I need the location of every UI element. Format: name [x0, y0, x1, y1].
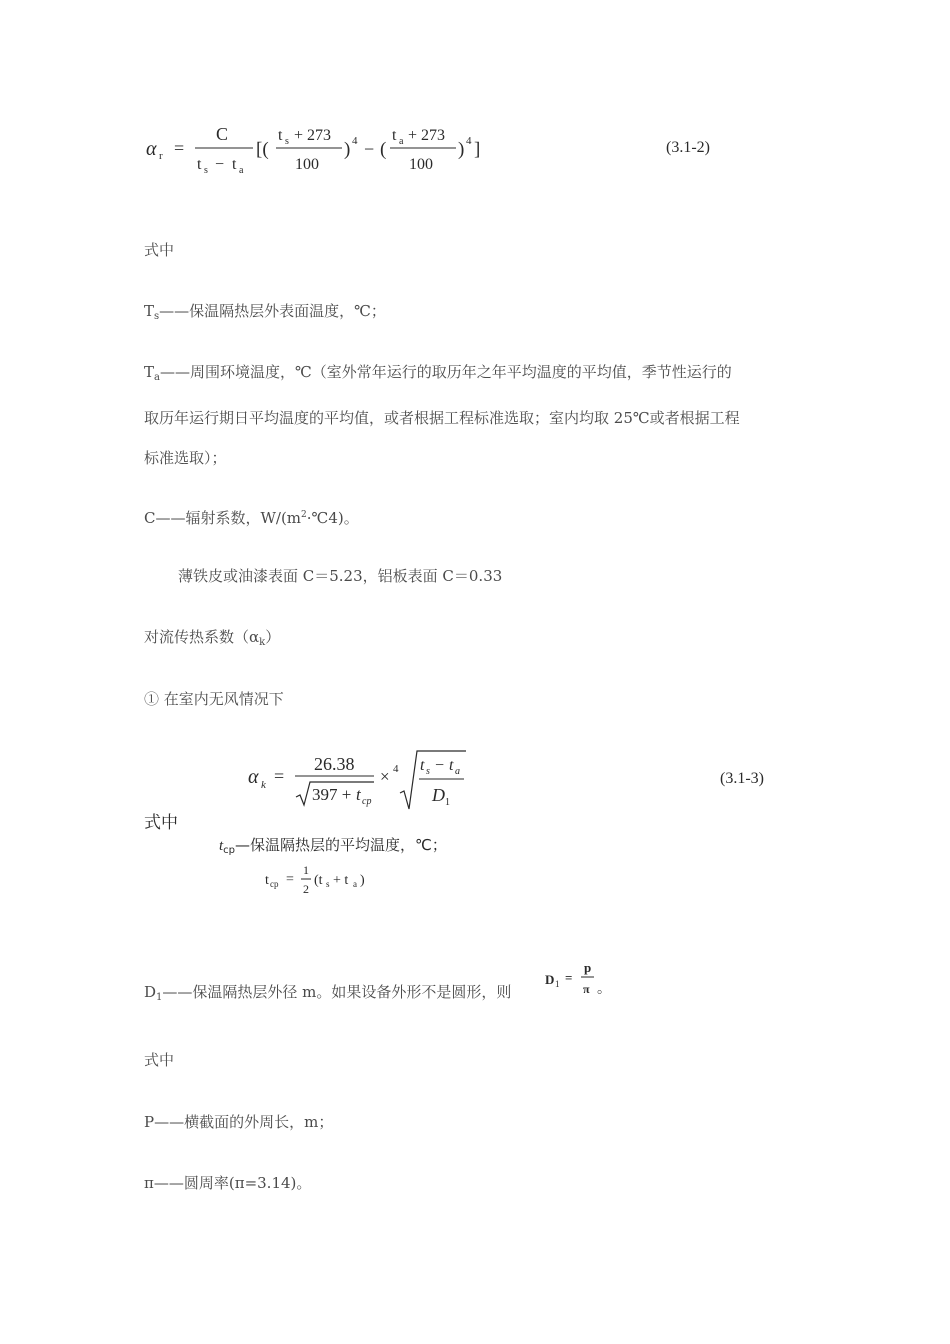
def-p: P——横截面的外周长，m； [144, 1113, 334, 1131]
f1-den-t1: t [197, 156, 202, 173]
tcp-equals: = [286, 872, 294, 887]
where-label-img: 式中 [144, 813, 178, 833]
f2-rad-den-sub: 1 [445, 797, 450, 808]
tcp-formula [263, 860, 403, 900]
tcp-def: $t_{cp}—$保温隔热层的平均温度，℃； [219, 836, 447, 856]
f1-eq-number: (3.1-2) [666, 139, 710, 156]
tcp-lhs-sub: cp [270, 879, 279, 889]
c-values: 薄铁皮或油漆表面 C＝5.23，铝板表面 C＝0.33 [178, 567, 503, 585]
where-label-1: 式中 [144, 241, 175, 259]
def-ta-line2: 取历年运行期日平均温度的平均值，或者根据工程标准选取；室内均取 25℃或者根据工程 [144, 409, 740, 427]
f1-term2-den: 100 [409, 156, 433, 173]
formula-3-1-2 [140, 118, 740, 182]
f1-exp1: 4 [352, 135, 358, 147]
f1-den-sub1: s [204, 165, 208, 176]
f2-equals: = [274, 766, 285, 786]
def-ts [144, 301, 386, 327]
case-1: ① 在室内无风情况下 [144, 690, 284, 708]
tcp-sub-s: s [326, 879, 330, 889]
f2-times: × [380, 767, 390, 786]
convection-title: 对流传热系数$(\alpha_k)$ [144, 628, 281, 648]
tcp-lhs: t [265, 873, 269, 888]
f2-rad-minus: − [435, 757, 445, 774]
f2-den-t: t [356, 785, 361, 804]
f1-term2-plus: + 273 [408, 127, 446, 144]
f1-term1-close: ) [344, 139, 351, 160]
f1-paren-open: ( [380, 139, 387, 160]
where-label-2: 式中 [144, 1051, 175, 1069]
f2-rad-t2: t [449, 757, 454, 774]
f1-lhs-sub: r [159, 150, 163, 162]
f1-den-sub2: a [239, 165, 244, 176]
f2-numerator: 26.38 [314, 754, 355, 774]
d1f-lhs-sub: 1 [555, 979, 560, 989]
d1f-end: 。 [597, 982, 611, 997]
f2-root-index: 4 [393, 763, 399, 775]
d1f-lhs: D [545, 972, 555, 987]
f1-term1-plus: + 273 [294, 127, 332, 144]
f2-rad-t1: t [420, 757, 425, 774]
def-ta-line3: 标准选取）； [144, 449, 227, 467]
f1-minus: − [364, 139, 375, 159]
f1-term2-close: ) [458, 139, 465, 160]
f2-den-t-sub: cp [362, 796, 372, 807]
f2-den-a: 397 + [312, 785, 352, 804]
tcp-open: (t [314, 873, 323, 888]
f1-equals: = [174, 138, 185, 158]
f2-rad-sub1: s [426, 766, 430, 777]
formula-3-1-3 [240, 745, 780, 815]
d1f-den: π [583, 982, 590, 996]
tcp-sub-a: a [353, 879, 357, 889]
tcp-close: ) [360, 873, 365, 888]
def-c: C——辐射系数，$W/(m^2\cdot℃4)$。 [144, 509, 359, 527]
tcp-frac-num: 1 [303, 863, 309, 877]
def-ta-line1: $T_a——$周围环境温度，℃（室外常年运行的取历年之年平均温度的平均值，季节性运行的 [144, 363, 732, 383]
def-ts-text: ——保温隔热层外表面温度，℃； [159, 302, 386, 320]
f1-lhs: α [146, 138, 157, 160]
f1-term1-den: 100 [295, 156, 319, 173]
def-ts-sub: s [154, 311, 160, 322]
f1-exp2: 4 [466, 135, 472, 147]
f2-lhs-sub: k [261, 779, 266, 791]
f1-bracket-close: ] [474, 139, 481, 160]
tcp-plus: + t [333, 873, 349, 888]
d1-formula [544, 960, 614, 1000]
f1-bracket-open: [( [256, 139, 269, 160]
f2-eq-number: (3.1-3) [720, 770, 764, 787]
f2-rad-sub2: a [455, 766, 460, 777]
f1-term2-sub: a [399, 136, 404, 147]
d1f-num: p [584, 960, 592, 975]
def-pi: π——圆周率(π=3.14)。 [144, 1174, 312, 1192]
def-d1: $D_1——$保温隔热层外径 m。如果设备外形不是圆形，则 [144, 983, 512, 1003]
f1-term2-t: t [392, 127, 397, 144]
f1-den-t2: t [232, 156, 237, 173]
f1-den-minus: − [215, 156, 225, 173]
def-ts-symbol: T [144, 302, 155, 320]
f2-rad-den: D [432, 785, 445, 805]
tcp-frac-den: 2 [303, 882, 309, 896]
f1-numerator: C [216, 124, 229, 144]
d1f-eq: = [565, 970, 573, 985]
f1-term1-sub: s [285, 136, 289, 147]
f2-lhs: α [248, 766, 259, 788]
def-ta [144, 352, 814, 478]
f1-term1-t: t [278, 127, 283, 144]
